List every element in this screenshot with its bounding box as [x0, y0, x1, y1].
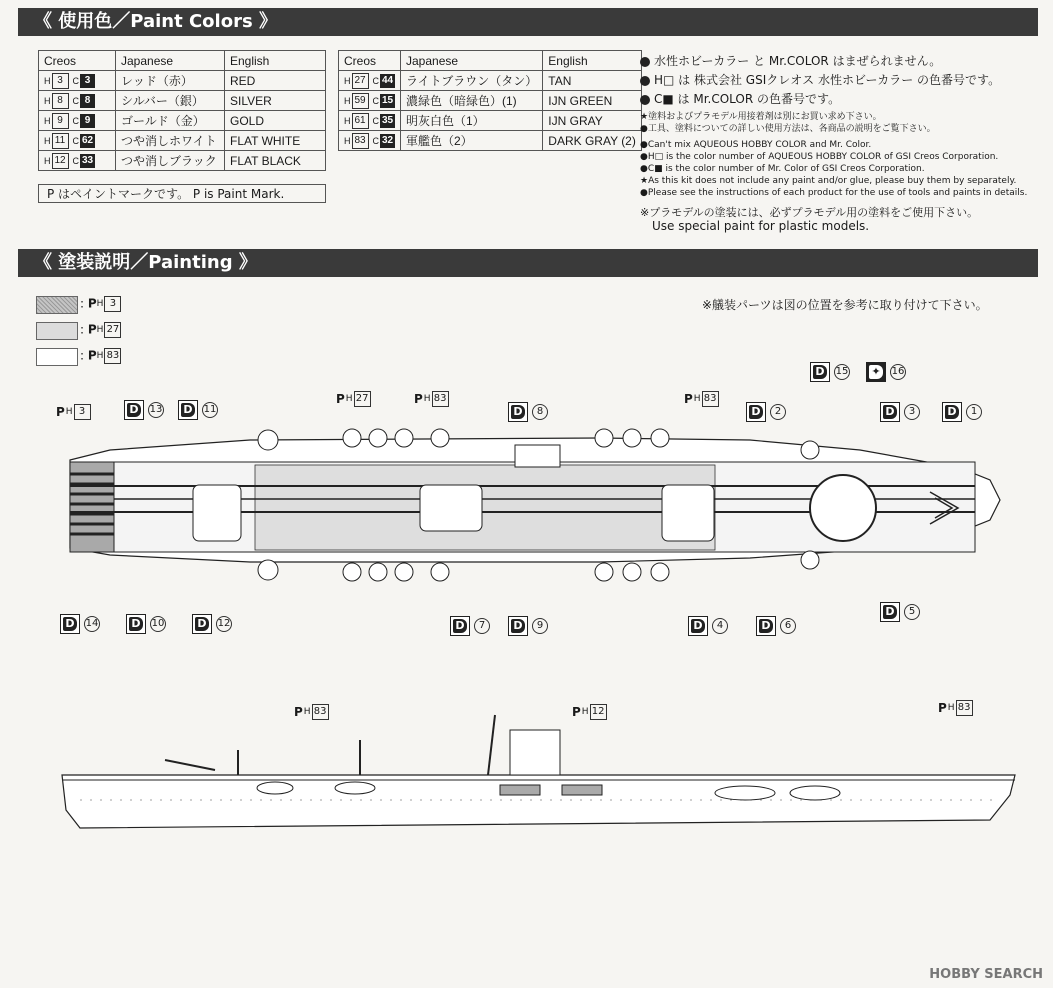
note-small-7: ●Please see the instructions of each product for the use of tools and paints in details.	[640, 188, 1028, 198]
english-name: SILVER	[225, 91, 326, 111]
japanese-name: 明灰白色（1）	[401, 111, 543, 131]
english-name: DARK GRAY (2)	[543, 131, 642, 151]
english-name: IJN GREEN	[543, 91, 642, 111]
note-small-4: ●H□ is the color number of AQUEOUS HOBBY COLOR of GSI Creos Corporation.	[640, 152, 999, 162]
english-name: FLAT BLACK	[225, 151, 326, 171]
col-english: English	[225, 51, 326, 71]
paint-row	[339, 71, 642, 91]
note-jp-2: H□ は 株式会社 GSIクレオス 水性ホビーカラー の色番号です。	[640, 71, 1000, 88]
callout-5: D 5	[880, 602, 920, 622]
elevator-mid	[420, 485, 482, 531]
paint-row	[339, 91, 642, 111]
paint-row	[39, 151, 326, 171]
legend-swatch-3	[36, 348, 78, 366]
creos-codes: H 12 C 33	[39, 151, 116, 171]
creos-codes: H 59 C 15	[339, 91, 401, 111]
watermark: HOBBY SEARCH	[929, 967, 1043, 982]
japanese-name: ライトブラウン（タン）	[401, 71, 543, 91]
side-island	[510, 730, 560, 775]
japanese-name: つや消しブラック	[116, 151, 225, 171]
island	[515, 445, 560, 467]
creos-codes: H 11 C 62	[39, 131, 116, 151]
creos-codes: H 27 C 44	[339, 71, 401, 91]
side-view	[0, 700, 1053, 850]
paint-row	[39, 91, 326, 111]
callout-14: D 14	[60, 614, 100, 634]
legend-swatch-2	[36, 322, 78, 340]
creos-codes: H 61 C 35	[339, 111, 401, 131]
legend-swatch-1	[36, 296, 78, 314]
paint-mark-note: P はペイントマークです。 P is Paint Mark.	[38, 184, 326, 203]
creos-codes: H 83 C 32	[339, 131, 401, 151]
paint-label-elevator-fwd: P H 83	[684, 391, 723, 407]
callout-9: D 9	[508, 616, 548, 636]
note-small-1: ★塗料およびプラモデル用接着剤は別にお買い求め下さい。	[640, 112, 882, 122]
deck-circle	[810, 475, 876, 541]
callout-10: D 10	[126, 614, 166, 634]
side-paint-label-3: P H 83	[938, 700, 977, 716]
paint-row	[339, 111, 642, 131]
japanese-name: シルバー（銀）	[116, 91, 225, 111]
paint-label-deck: P H 27	[336, 391, 375, 407]
side-paint-label-1: P H 83	[294, 704, 333, 720]
legend-label-2: : PH 27	[80, 322, 125, 338]
note-special-jp: ※プラモデルの塗装には、必ずプラモデル用の塗料をご使用下さい。	[640, 206, 979, 219]
painting-header: 《 塗装説明／Painting 》	[18, 249, 1038, 277]
elevator-fwd	[662, 485, 714, 541]
legend-label-3: : PH 83	[80, 348, 125, 364]
note-small-2: ●工具、塗料についての詳しい使用方法は、各商品の説明をご覧下さい。	[640, 124, 936, 134]
japanese-name: 濃緑色（暗緑色）(1)	[401, 91, 543, 111]
note-jp-1: 水性ホビーカラー と Mr.COLOR はまぜられません。	[640, 52, 941, 69]
col-japanese: Japanese	[116, 51, 225, 71]
callout-12: D 12	[192, 614, 232, 634]
note-small-3: ●Can't mix AQUEOUS HOBBY COLOR and Mr. Color.	[640, 140, 872, 150]
callout-13: D 13	[124, 400, 164, 420]
creos-codes: H 8 C 8	[39, 91, 116, 111]
note-small-5: ●C■ is the color number of Mr. Color of GSI Creos Corporation.	[640, 164, 925, 174]
callout-2: D 2	[746, 402, 786, 422]
creos-codes: H 9 C 9	[39, 111, 116, 131]
callout-11: D 11	[178, 400, 218, 420]
paint-row	[39, 111, 326, 131]
callout-15: D 15	[810, 362, 850, 382]
callout-1: D 1	[942, 402, 982, 422]
callout-7: D 7	[450, 616, 490, 636]
paint-row	[339, 131, 642, 151]
side-paint-label-2: P H 12	[572, 704, 611, 720]
callout-6: D 6	[756, 616, 796, 636]
paint-label-elevator: P H 83	[414, 391, 453, 407]
deck-tan-area	[255, 465, 715, 550]
english-name: IJN GRAY	[543, 111, 642, 131]
callout-16: ✦ 16	[866, 362, 906, 382]
english-name: RED	[225, 71, 326, 91]
paint-colors-header: 《 使用色／Paint Colors 》	[18, 8, 1038, 36]
english-name: GOLD	[225, 111, 326, 131]
side-hull	[62, 775, 1015, 828]
col-creos: Creos	[39, 51, 116, 71]
japanese-name: つや消しホワイト	[116, 131, 225, 151]
legend-label-1: : PH 3	[80, 296, 125, 312]
stern-stripes	[70, 462, 114, 552]
elevator-aft	[193, 485, 241, 541]
japanese-name: 軍艦色（2）	[401, 131, 543, 151]
japanese-name: レッド（赤）	[116, 71, 225, 91]
creos-codes: H 3 C 3	[39, 71, 116, 91]
col-japanese: Japanese	[401, 51, 543, 71]
note-jp-3: C■ は Mr.COLOR の色番号です。	[640, 90, 840, 107]
callout-4: D 4	[688, 616, 728, 636]
paint-row	[39, 71, 326, 91]
paint-label-stern: P H 3	[56, 404, 95, 420]
col-english: English	[543, 51, 642, 71]
japanese-name: ゴールド（金）	[116, 111, 225, 131]
paint-row	[39, 131, 326, 151]
paint-table-right	[338, 50, 642, 151]
english-name: TAN	[543, 71, 642, 91]
english-name: FLAT WHITE	[225, 131, 326, 151]
note-small-6: ★As this kit does not include any paint and/or glue, please buy them by separately.	[640, 176, 1017, 186]
paint-table-left	[38, 50, 326, 171]
callout-3: D 3	[880, 402, 920, 422]
col-creos: Creos	[339, 51, 401, 71]
callout-8: D 8	[508, 402, 548, 422]
note-special-en: Use special paint for plastic models.	[652, 219, 870, 233]
fitting-note: ※艤装パーツは図の位置を参考に取り付けて下さい。	[702, 298, 988, 312]
